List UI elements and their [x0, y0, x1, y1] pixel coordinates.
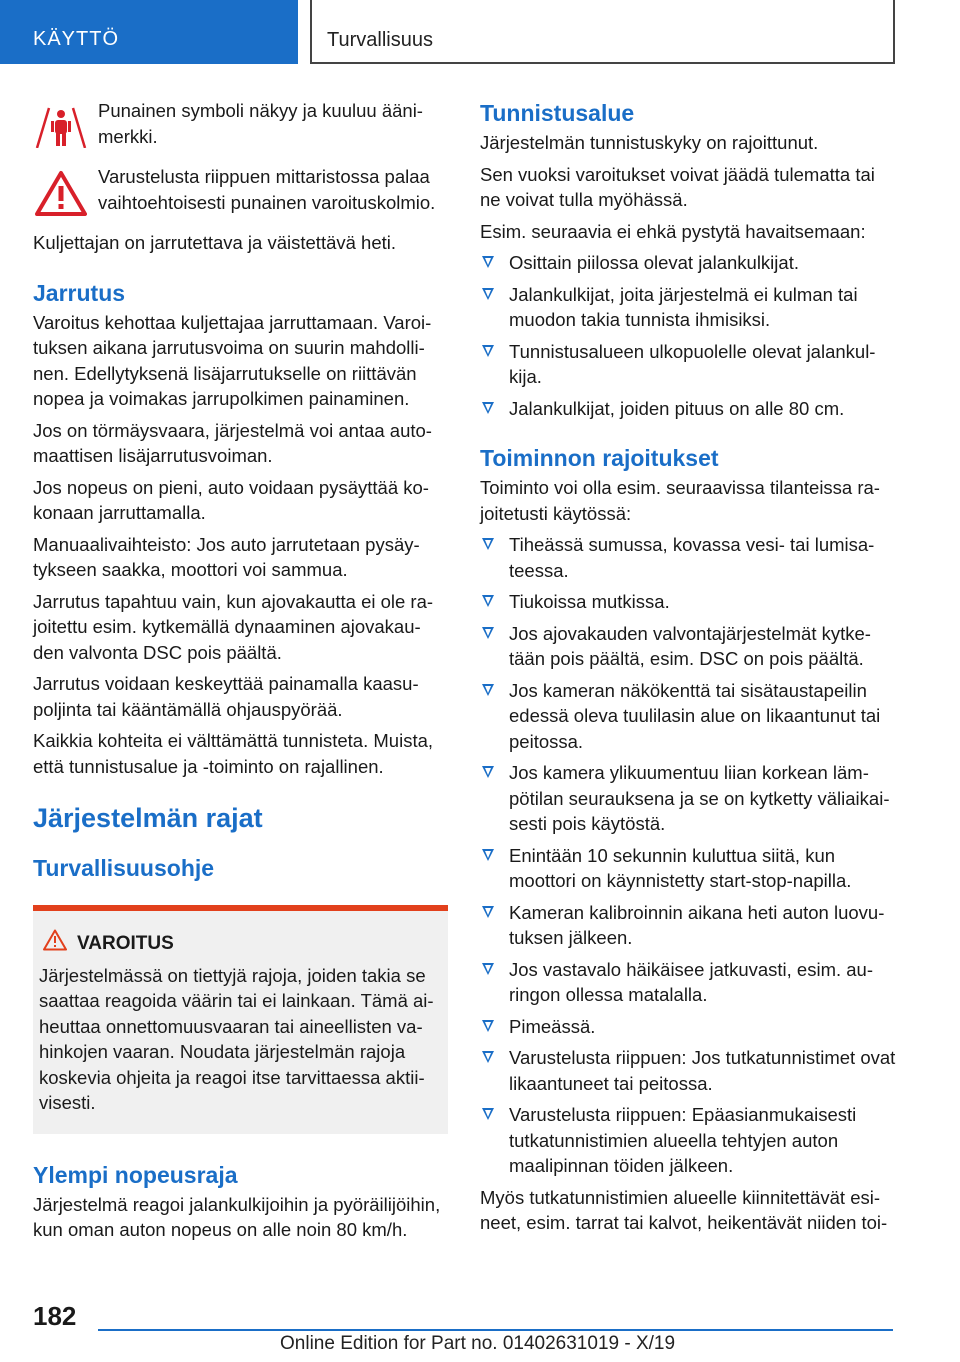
warning-box [33, 905, 448, 1134]
list-item: Osittain piilossa olevat jalankulkijat. [480, 250, 898, 276]
chapter-tab: KÄYTTÖ [0, 0, 298, 64]
footer-edition: Online Edition for Part no. 01402631019 - X/19 [280, 1333, 676, 1354]
list-item: Varustelusta riippuen: Epäasianmukaisesti tutkatunnistimien alueella tehtyjen auton maalipinnan töiden jälkeen. [480, 1102, 898, 1179]
braking-paragraph: Kaikkia kohteita ei välttämättä tunnisteta. Muista, että tunnistusalue ja -toiminto on rajallinen. [33, 730, 434, 777]
warning-triangle-icon [43, 929, 67, 951]
driver-action-text: Kuljettajan on jarrutettava ja väistettävä heti. [33, 232, 397, 253]
braking-paragraph: Jarrutus voidaan keskeyttää painamalla kaasu-poljinta tai kääntämällä ohjauspyörää. [33, 673, 419, 720]
symbol-row-triangle [33, 164, 448, 216]
bullet-triangle-icon [482, 849, 494, 861]
right-column [480, 98, 898, 1242]
braking-paragraph: Jos nopeus on pieni, auto voidaan pysäyttää ko-konaan jarruttamalla. [33, 476, 429, 523]
list-item: Enintään 10 sekunnin kuluttua siitä, kun moottori on käynnistetty start-stop-napilla. [480, 843, 898, 894]
list-item: Pimeässä. [480, 1014, 898, 1040]
list-item: Tiukoissa mutkissa. [480, 589, 898, 615]
list-item: Jos ajovakauden valvontajärjestelmät kytke-tään pois päältä, esim. DSC on pois päältä. [480, 621, 898, 672]
list-item: Tunnistusalueen ulkopuolelle olevat jalankul-kija. [480, 339, 898, 390]
warning-triangle-icon [35, 170, 87, 216]
bullet-triangle-icon [482, 963, 494, 975]
bullet-triangle-icon [482, 538, 494, 550]
left-column [33, 98, 448, 1249]
detection-list [480, 250, 898, 421]
braking-paragraph: Jos on törmäysvaara, järjestelmä voi antaa auto-maattisen lisäjarrutusvoiman. [33, 419, 432, 466]
speed-heading: Ylempi nopeusraja [33, 1161, 238, 1188]
section-title: Turvallisuus [310, 0, 895, 64]
warning-title-row [39, 931, 442, 957]
braking-paragraph: Jarrutus tapahtuu vain, kun ajovakautta ei ole ra-joitettu esim. kytkemällä dynaaminen ajovakau-den valvonta DSC pois päältä. [33, 590, 434, 663]
list-item: Jalankulkijat, joiden pituus on alle 80 cm. [480, 396, 898, 422]
bullet-triangle-icon [482, 627, 494, 639]
pedestrian-warning-icon [35, 104, 87, 148]
list-item: Kameran kalibroinnin aikana heti auton luovu-tuksen jälkeen. [480, 900, 898, 951]
list-item: Varustelusta riippuen: Jos tutkatunnistimet ovat likaantuneet tai peitossa. [480, 1045, 898, 1096]
symbol-row-person [33, 98, 448, 150]
detection-text: Esim. seuraavia ei ehkä pystytä havaitsemaan: [480, 220, 866, 242]
bullet-triangle-icon [482, 906, 494, 918]
symbol-triangle-text: Varustelusta riippuen mittaristossa palaa vaihtoehtoisesti punainen varoituskolmio. [98, 166, 436, 213]
list-item: Jos kameran näkökenttä tai sisätaustapeilin edessä oleva tuulilasin alue on likaantunut tai peitossa. [480, 678, 898, 755]
speed-text: Järjestelmä reagoi jalankulkijoihin ja pyöräilijöihin, kun oman auton nopeus on alle noin 80 km/h. [33, 1193, 441, 1240]
list-item: Tiheässä sumussa, kovassa vesi- tai lumisa-teessa. [480, 532, 898, 583]
bullet-triangle-icon [482, 684, 494, 696]
function-heading: Toiminnon rajoitukset [480, 445, 719, 471]
braking-heading: Jarrutus [33, 279, 126, 306]
bullet-triangle-icon [482, 345, 494, 357]
bullet-triangle-icon [482, 288, 494, 300]
bullet-triangle-icon [482, 1108, 494, 1120]
limits-heading: Järjestelmän rajat [33, 803, 263, 833]
bullet-triangle-icon [482, 256, 494, 268]
braking-paragraph: Varoitus kehottaa kuljettajaa jarruttamaan. Varoi-tuksen aikana jarrutusvoima on suurin mahdolli-nen. Edellytyksenä lisäjarrutukselle on riittävän nopea ja voimakas jarrupolkimen painaminen. [33, 311, 432, 409]
detection-text: Sen vuoksi varoitukset voivat jäädä tulematta tai ne voivat tulla myöhässä. [480, 163, 875, 210]
bullet-triangle-icon [482, 766, 494, 778]
symbol-red-text: Punainen symboli näkyy ja kuuluu ääni-merkki. [98, 100, 423, 147]
bullet-triangle-icon [482, 402, 494, 414]
braking-paragraph: Manuaalivaihteisto: Jos auto jarrutetaan pysäy-tykseen saakka, moottori voi sammua. [33, 533, 420, 580]
bullet-triangle-icon [482, 595, 494, 607]
warning-title: VAROITUS [77, 933, 174, 954]
page-number: 182 [33, 1301, 77, 1331]
detection-heading: Tunnistusalue [480, 100, 635, 126]
safety-heading: Turvallisuusohje [33, 855, 215, 881]
function-text: Toiminto voi olla esim. seuraavissa tilanteissa ra-joitetusti käytössä: [480, 477, 880, 524]
warning-text: Järjestelmässä on tiettyjä rajoja, joiden takia se saattaa reagoida väärin tai ei lainkaan. Tämä ai-heuttaa onnettomuusvaaran tai aineellisten va-hinkojen vaaran. Noudata järjestelmän rajoja koskevia ohjeita ja reagoi itse tarvittaessa aktii-visesti. [39, 964, 434, 1113]
function-list [480, 532, 898, 1179]
list-item: Jos vastavalo häikäisee jatkuvasti, esim. au-ringon ollessa matalalla. [480, 957, 898, 1008]
closing-text: Myös tutkatunnistimien alueelle kiinnitettävät esi-neet, esim. tarrat tai kalvot, heikentävät niiden toi- [480, 1186, 888, 1233]
list-item: Jos kamera ylikuumentuu liian korkean läm-pötilan seurauksena ja se on kytketty väliaikai-sesti pois käytöstä. [480, 760, 898, 837]
list-item: Jalankulkijat, joita järjestelmä ei kulman tai muodon takia tunnista ihmisiksi. [480, 282, 898, 333]
footer-divider [98, 1329, 893, 1331]
bullet-triangle-icon [482, 1051, 494, 1063]
bullet-triangle-icon [482, 1020, 494, 1032]
detection-text: Järjestelmän tunnistuskyky on rajoittunut. [480, 132, 819, 153]
